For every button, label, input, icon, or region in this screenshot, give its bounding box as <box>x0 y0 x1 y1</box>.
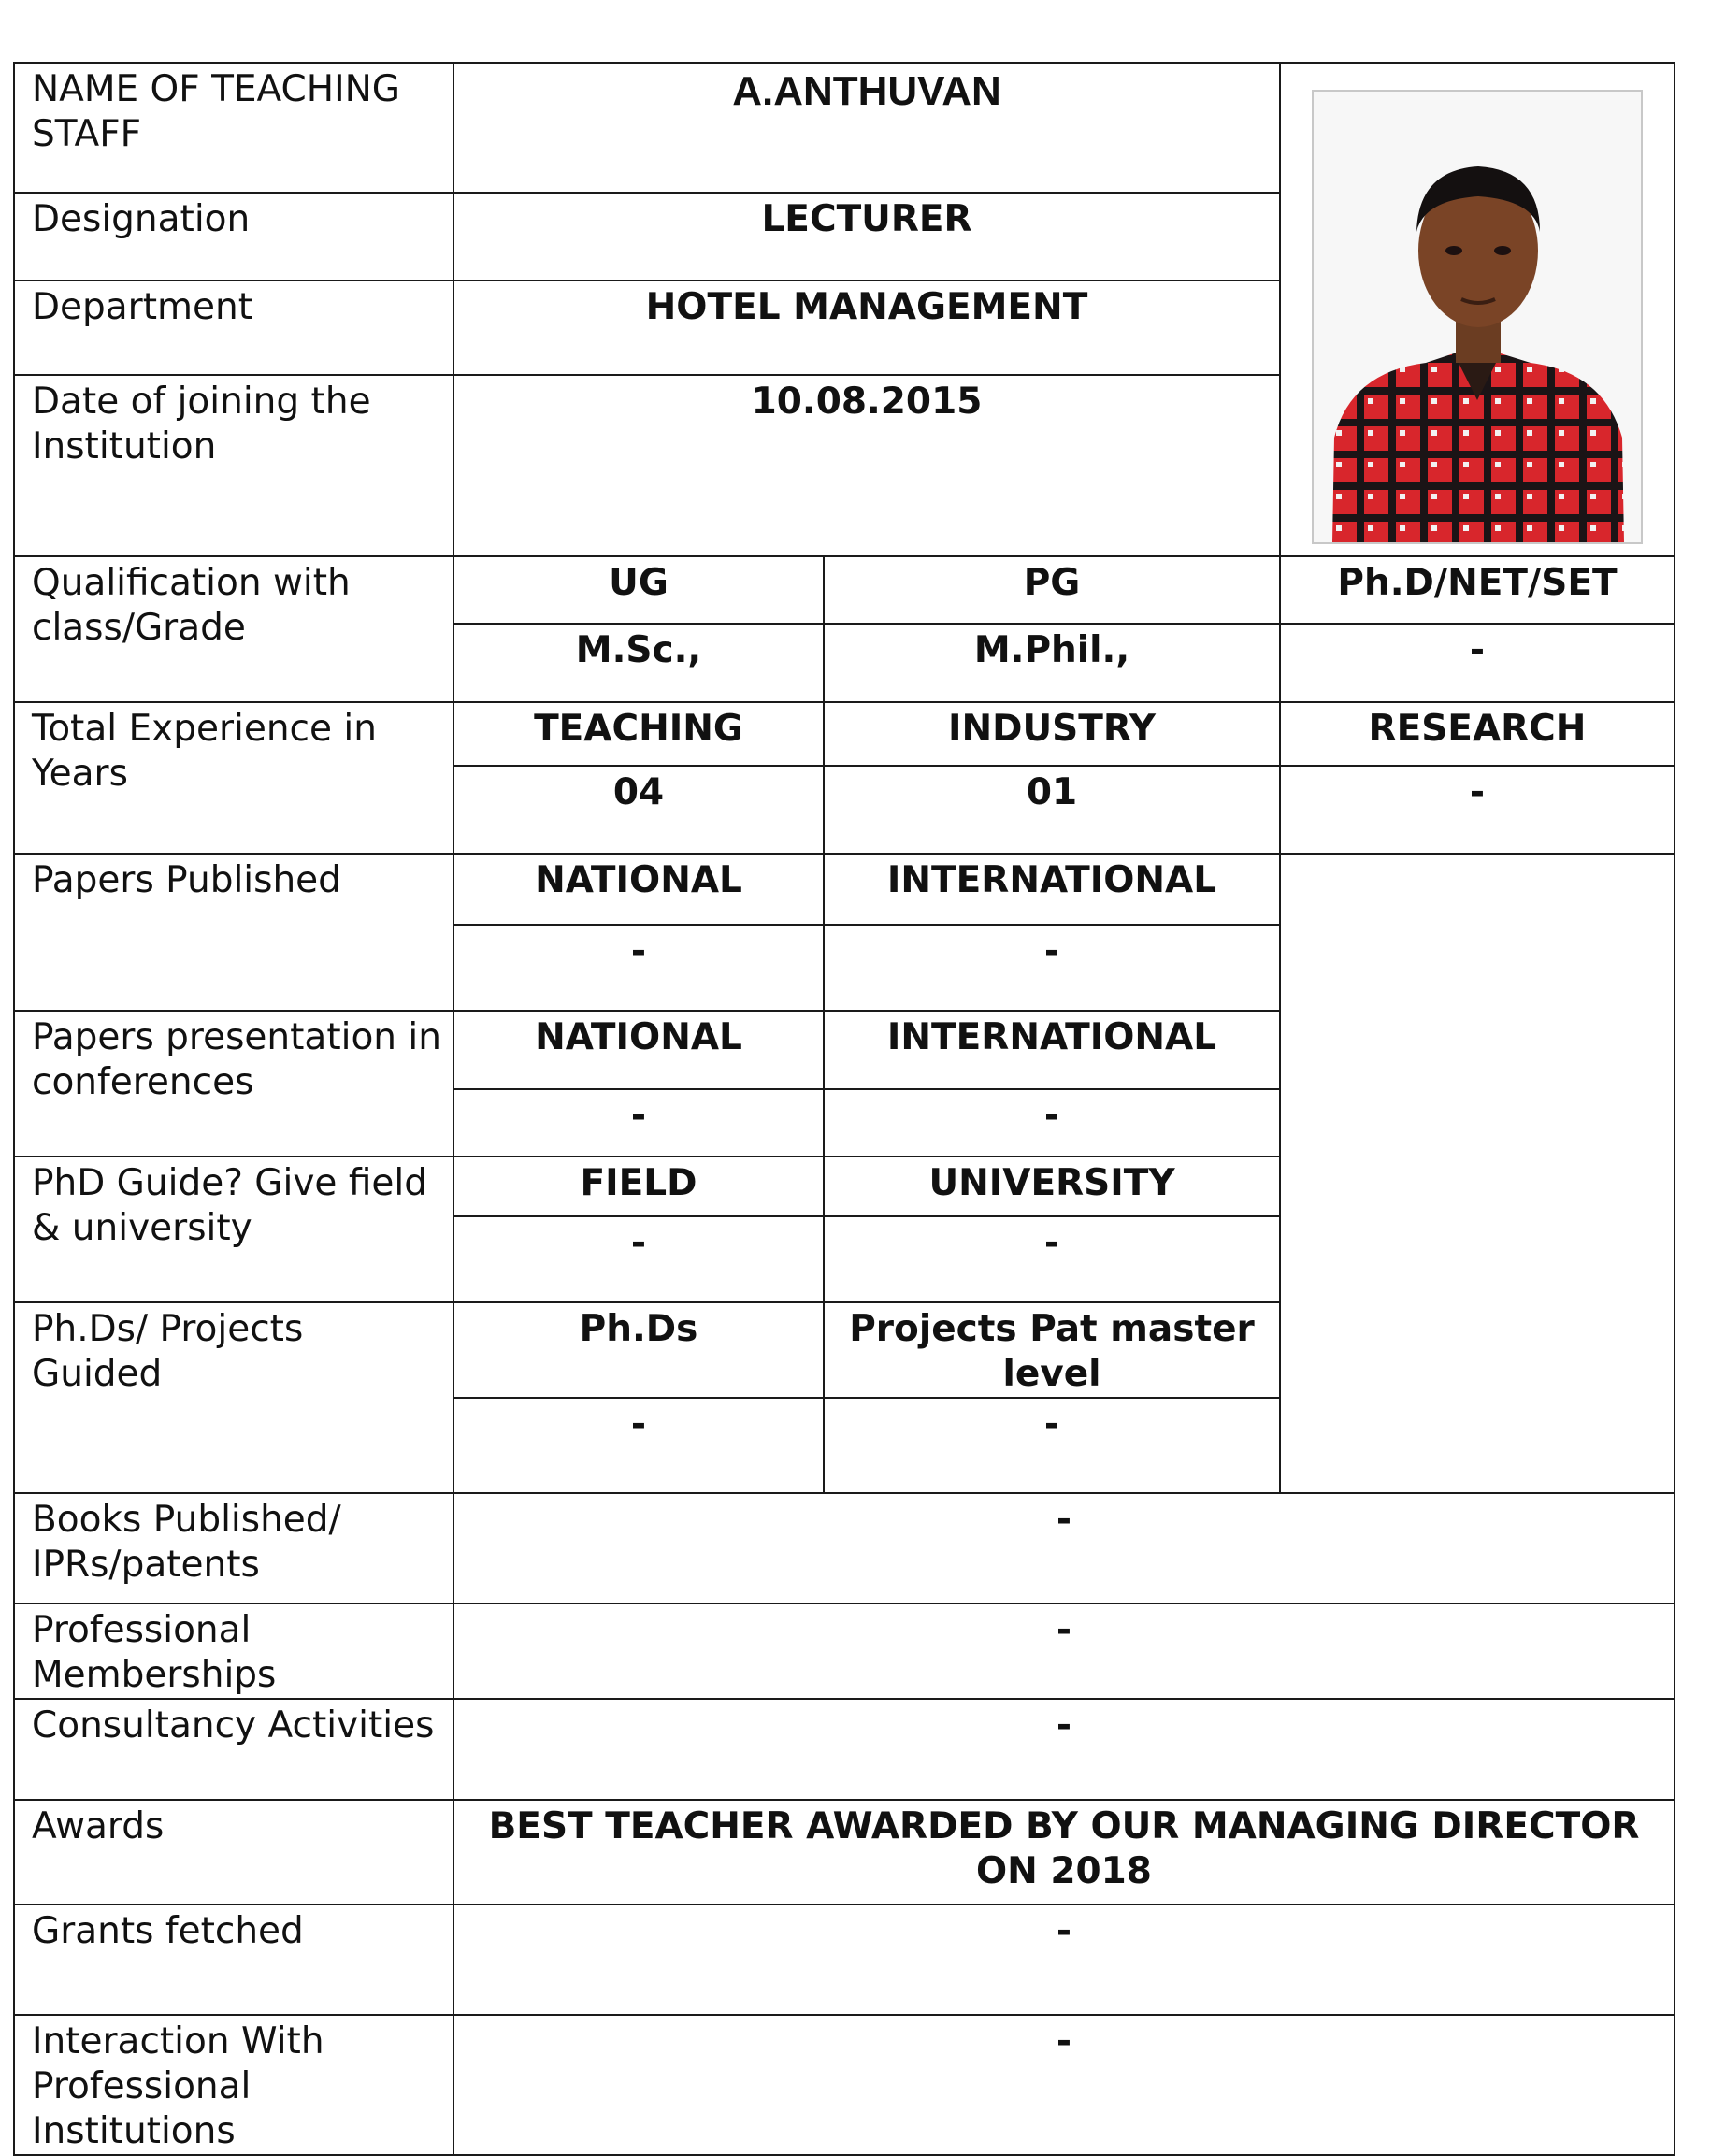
consultancy-row <box>14 1699 1675 1800</box>
memberships-value: - <box>453 1603 1675 1699</box>
department-label: Department <box>14 280 453 374</box>
joining-label: Date of joining the Institution <box>14 375 453 556</box>
awards-value: BEST TEACHER AWARDED BY OUR MANAGING DIRECTOR ON 2018 <box>453 1800 1675 1904</box>
experience-header: INDUSTRY <box>824 702 1280 766</box>
experience-header: TEACHING <box>453 702 824 766</box>
experience-value: - <box>1280 766 1675 854</box>
papers-published-value: - <box>824 925 1280 1011</box>
guided-header: Projects Pat master level <box>824 1302 1280 1398</box>
staff-photo <box>1312 90 1643 544</box>
grants-value: - <box>453 1904 1675 2015</box>
qualification-header: UG <box>453 556 824 624</box>
guided-header: Ph.Ds <box>453 1302 824 1398</box>
department-value: HOTEL MANAGEMENT <box>453 280 1280 374</box>
guided-label: Ph.Ds/ Projects Guided <box>14 1302 453 1493</box>
awards-row <box>14 1800 1675 1904</box>
designation-label: Designation <box>14 193 453 280</box>
books-label: Books Published/ IPRs/patents <box>14 1493 453 1603</box>
qualification-label: Qualification with class/Grade <box>14 556 453 702</box>
photo-cell <box>1280 63 1675 556</box>
designation-value: LECTURER <box>453 193 1280 280</box>
papers-presented-header: INTERNATIONAL <box>824 1011 1280 1089</box>
phd-guide-header: UNIVERSITY <box>824 1157 1280 1216</box>
experience-value: 04 <box>453 766 824 854</box>
staff-profile-table <box>13 62 1675 2156</box>
qualification-value: M.Sc., <box>453 624 824 702</box>
interaction-row <box>14 2015 1675 2155</box>
papers-published-header: INTERNATIONAL <box>824 854 1280 925</box>
phd-guide-value: - <box>824 1216 1280 1302</box>
books-row <box>14 1493 1675 1603</box>
experience-header-row <box>14 702 1675 766</box>
empty-side-cell <box>1280 854 1675 1493</box>
papers-published-header: NATIONAL <box>453 854 824 925</box>
joining-date: 10.08.2015 <box>453 375 1280 556</box>
phd-guide-value: - <box>453 1216 824 1302</box>
papers-published-value: - <box>453 925 824 1011</box>
qualification-value: M.Phil., <box>824 624 1280 702</box>
qualification-value: - <box>1280 624 1675 702</box>
grants-row <box>14 1904 1675 2015</box>
awards-label: Awards <box>14 1800 453 1904</box>
consultancy-label: Consultancy Activities <box>14 1699 453 1800</box>
experience-label: Total Experience in Years <box>14 702 453 854</box>
memberships-label: Professional Memberships <box>14 1603 453 1699</box>
qualification-header: Ph.D/NET/SET <box>1280 556 1675 624</box>
qualification-header: PG <box>824 556 1280 624</box>
guided-value: - <box>824 1398 1280 1493</box>
memberships-row <box>14 1603 1675 1699</box>
papers-presented-value: - <box>824 1089 1280 1157</box>
experience-header: RESEARCH <box>1280 702 1675 766</box>
interaction-value: - <box>453 2015 1675 2155</box>
name-label: NAME OF TEACHING STAFF <box>14 63 453 193</box>
staff-name: A.ANTHUVAN <box>453 63 1280 193</box>
papers-presented-label: Papers presentation in conferences <box>14 1011 453 1157</box>
papers-presented-header: NATIONAL <box>453 1011 824 1089</box>
name-row <box>14 63 1675 193</box>
grants-label: Grants fetched <box>14 1904 453 2015</box>
experience-value: 01 <box>824 766 1280 854</box>
papers-published-label: Papers Published <box>14 854 453 1011</box>
qualification-header-row <box>14 556 1675 624</box>
interaction-label: Interaction With Professional Institutions <box>14 2015 453 2155</box>
guided-value: - <box>453 1398 824 1493</box>
books-value: - <box>453 1493 1675 1603</box>
phd-guide-label: PhD Guide? Give field & university <box>14 1157 453 1302</box>
papers-presented-value: - <box>453 1089 824 1157</box>
staff-photo-image <box>1314 92 1641 542</box>
papers-published-header-row <box>14 854 1675 925</box>
consultancy-value: - <box>453 1699 1675 1800</box>
phd-guide-header: FIELD <box>453 1157 824 1216</box>
